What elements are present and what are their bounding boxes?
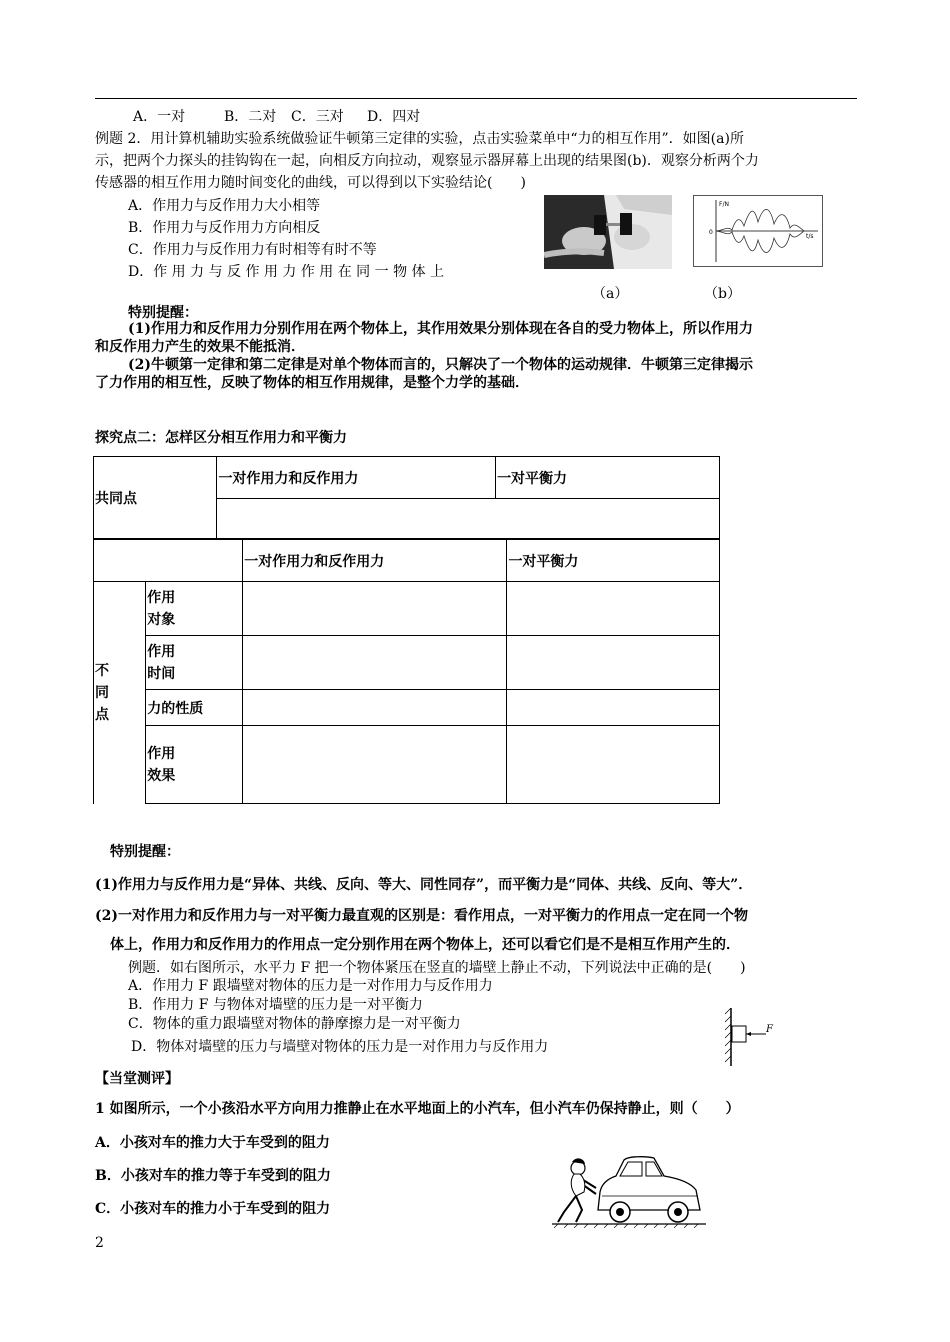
cell-nature-balance bbox=[507, 690, 720, 726]
differences-label: 不同点 bbox=[94, 582, 146, 804]
table2-header-balance: 一对平衡力 bbox=[507, 540, 720, 582]
graph-x-label: t/s bbox=[806, 233, 814, 240]
example3-option-d: D．物体对墙壁的压力与墙壁对物体的压力是一对作用力与反作用力 bbox=[131, 1039, 549, 1055]
cell-target-balance bbox=[507, 582, 720, 636]
differences-table bbox=[93, 539, 720, 804]
cell-target-action-reaction bbox=[243, 582, 507, 636]
example2-option-b: B．作用力与反作用力方向相反 bbox=[128, 220, 321, 236]
cell-effect-action-reaction bbox=[243, 726, 507, 804]
example3-option-c: C．物体的重力跟墙壁对物体的静摩擦力是一对平衡力 bbox=[128, 1016, 461, 1032]
common-points-cell bbox=[217, 499, 720, 539]
force-label: F bbox=[766, 1024, 773, 1035]
example2-option-a: A．作用力与反作用力大小相等 bbox=[128, 198, 321, 214]
example2-option-d: D．作 用 力 与 反 作 用 力 作 用 在 同 一 物 体 上 bbox=[128, 264, 444, 280]
note1-p2-line1: (2)牛顿第一定律和第二定律是对单个物体而言的，只解决了一个物体的运动规律．牛顿第三定律揭示 bbox=[128, 357, 753, 373]
note2-p2-line2: 体上，作用力和反作用力的作用点一定分别作用在两个物体上，还可以看它们是不是相互作用产生的． bbox=[110, 937, 740, 953]
row-label-target: 作用对象 bbox=[146, 582, 243, 636]
common-points-label: 共同点 bbox=[94, 457, 217, 539]
option-d: D．四对 bbox=[367, 109, 421, 125]
graph-origin-label: 0 bbox=[709, 229, 713, 236]
example2-line3: 传感器的相互作用力随时间变化的曲线，可以得到以下实验结论( ) bbox=[95, 175, 526, 191]
child-pushing-car-figure bbox=[550, 1152, 710, 1228]
note1-title: 特别提醒： bbox=[128, 305, 198, 321]
header-rule bbox=[95, 98, 857, 99]
table2-header-empty bbox=[94, 540, 243, 582]
table2-header-action-reaction: 一对作用力和反作用力 bbox=[243, 540, 507, 582]
note1-p2-line2: 了力作用的相互性，反映了物体的相互作用规律，是整个力学的基础． bbox=[95, 375, 529, 391]
example2-line1: 例题 2．用计算机辅助实验系统做验证牛顿第三定律的实验，点击实验菜单中“力的相互作用”．如图(a)所 bbox=[95, 131, 744, 147]
example3-option-b: B．作用力 F 与物体对墙壁的压力是一对平衡力 bbox=[128, 997, 423, 1013]
figure-a-caption: （a） bbox=[592, 286, 629, 302]
figure-b-graph bbox=[693, 195, 823, 267]
row-label-effect: 作用效果 bbox=[146, 726, 243, 804]
option-a: A．一对 bbox=[133, 109, 186, 125]
test-option-a: A．小孩对车的推力大于车受到的阻力 bbox=[95, 1135, 330, 1151]
figure-b-caption: （b） bbox=[704, 286, 741, 302]
test-q1: 1 如图所示，一个小孩沿水平方向用力推静止在水平地面上的小汽车，但小汽车仍保持静止，则（ ） bbox=[95, 1101, 740, 1117]
note2-title: 特别提醒： bbox=[110, 844, 180, 860]
section2-title: 探究点二：怎样区分相互作用力和平衡力 bbox=[95, 430, 347, 446]
common-points-table bbox=[93, 456, 720, 539]
note2-p2-line1: (2)一对作用力和反作用力与一对平衡力最直观的区别是：看作用点，一对平衡力的作用点一定在同一个物 bbox=[95, 908, 748, 924]
example3-option-a: A．作用力 F 跟墙壁对物体的压力是一对作用力与反作用力 bbox=[128, 978, 493, 994]
figure-a-photo bbox=[544, 195, 672, 269]
example3-stem: 例题．如右图所示，水平力 F 把一个物体紧压在竖直的墙壁上静止不动，下列说法中正确的是( ) bbox=[128, 960, 746, 976]
row-label-nature: 力的性质 bbox=[146, 690, 243, 726]
test-option-b: B．小孩对车的推力等于车受到的阻力 bbox=[95, 1168, 331, 1184]
option-b: B．二对 bbox=[224, 109, 277, 125]
table1-header-action-reaction: 一对作用力和反作用力 bbox=[217, 457, 496, 499]
cell-effect-balance bbox=[507, 726, 720, 804]
note2-p1: (1)作用力与反作用力是“异体、共线、反向、等大、同性同存”，而平衡力是“同体、共线、反向、等大”． bbox=[95, 877, 753, 893]
note1-p1-line2: 和反作用力产生的效果不能抵消． bbox=[95, 339, 305, 355]
cell-time-balance bbox=[507, 636, 720, 690]
cell-time-action-reaction bbox=[243, 636, 507, 690]
note1-p1-line1: (1)作用力和反作用力分别作用在两个物体上，其作用效果分别体现在各自的受力物体上，所以作用力 bbox=[128, 321, 753, 337]
page-number: 2 bbox=[95, 1235, 104, 1251]
option-c: C．三对 bbox=[291, 109, 344, 125]
example2-option-c: C．作用力与反作用力有时相等有时不等 bbox=[128, 242, 377, 258]
graph-y-label: F/N bbox=[719, 201, 729, 208]
cell-nature-action-reaction bbox=[243, 690, 507, 726]
table1-header-balance: 一对平衡力 bbox=[496, 457, 720, 499]
wall-block-figure bbox=[724, 1008, 784, 1068]
test-header: 【当堂测评】 bbox=[95, 1071, 179, 1087]
row-label-time: 作用时间 bbox=[146, 636, 243, 690]
example2-line2: 示，把两个力探头的挂钩钩在一起，向相反方向拉动，观察显示器屏幕上出现的结果图(b)．观察分析两个力 bbox=[95, 153, 759, 169]
test-option-c: C．小孩对车的推力小于车受到的阻力 bbox=[95, 1201, 331, 1217]
